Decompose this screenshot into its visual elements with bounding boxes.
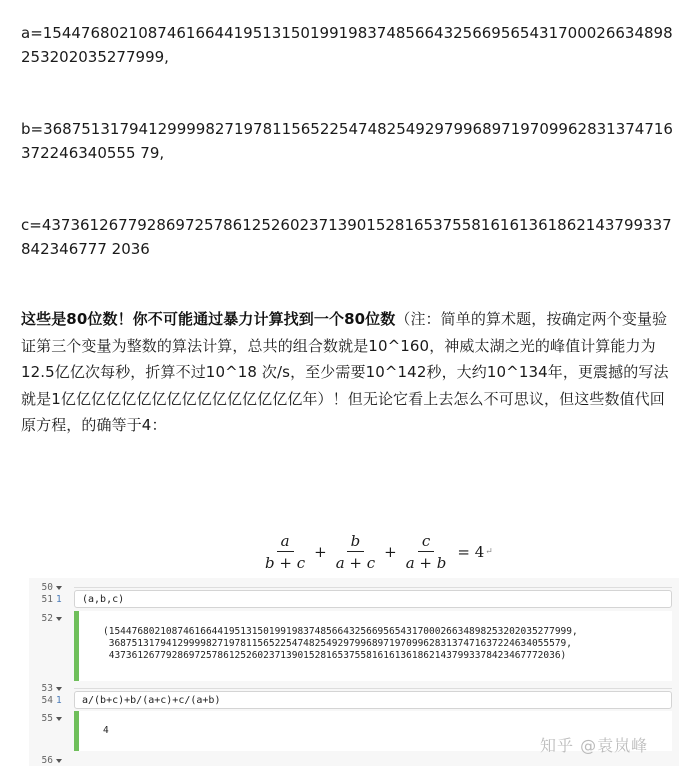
output-bar (74, 611, 79, 681)
return-mark-icon: ↵ (485, 547, 493, 557)
fraction-a-numerator: a (277, 532, 294, 552)
fraction-a (261, 532, 309, 572)
cell-counter: 1 (56, 594, 62, 605)
line-number: 55 (41, 713, 53, 724)
collapse-arrow-icon (56, 717, 62, 721)
collapse-arrow-icon (56, 759, 62, 763)
plus-sign: + (314, 543, 327, 561)
equation-rhs: = 4 (457, 543, 485, 561)
plus-sign: + (384, 543, 397, 561)
line-number: 52 (41, 613, 53, 624)
number-b: b=368751317941299998271978115652254748254929799689719709962831374716372246340555 79, (21, 120, 673, 162)
number-a: a=154476802108746166441951315019919837485664325669565431700026634898253202035277999, (21, 24, 673, 66)
cell-divider (74, 587, 672, 588)
output-value: 4 (103, 725, 109, 736)
fraction-c-denominator: a + b (405, 554, 447, 572)
output-bar (74, 711, 79, 751)
fraction-c-numerator: c (418, 532, 434, 552)
explanation-paragraph (21, 306, 673, 439)
equation (258, 530, 493, 574)
fraction-a-denominator: b + c (265, 554, 306, 572)
output-line: 4373612677928697257861252602371390152816537558161613618621437993378423467772036) (103, 650, 567, 661)
input-cell-2[interactable] (74, 691, 672, 709)
collapse-arrow-icon (56, 617, 62, 621)
fraction-b-denominator: a + c (335, 554, 376, 572)
watermark: 知乎 @袁岚峰 (540, 736, 649, 755)
output-cell-1 (74, 611, 672, 681)
line-number: 56 (41, 755, 53, 766)
output-line: 36875131794129999827197811565225474825492979968971970996283137471637224634055579, (103, 638, 572, 649)
fraction-b (332, 532, 379, 572)
line-number: 51 (41, 594, 53, 605)
fraction-b-numerator: b (347, 532, 365, 552)
input-cell-1[interactable] (74, 590, 672, 608)
bold-statement: 这些是80位数！你不可能通过暴力计算找到一个80位数 (21, 310, 396, 328)
line-number: 53 (41, 683, 53, 694)
output-line: (154476802108746166441951315019919837485664325669565431700026634898253202035277999, (103, 626, 578, 637)
line-number: 50 (41, 582, 53, 593)
cell-divider (74, 688, 672, 689)
cell-counter: 1 (56, 695, 62, 706)
number-c: c=437361267792869725786125260237139015281653755816161361862143799337842346777 2036 (21, 216, 672, 258)
cell-code: a/(b+c)+b/(a+c)+c/(a+b) (82, 695, 221, 706)
explanation-text: （注：简单的算术题，按确定两个变量验证第三个变量为整数的算法计算，总共的组合数就是10^160，神威太湖之光的峰值计算能力为12.5亿亿次每秒，折算不过10^18 次/s，至少需要10^142秒，大约10^134年，更震撼的写法就是1亿亿亿亿亿亿亿亿亿亿亿亿亿亿亿亿年）！但无论它看上去怎么不可思议，但这些数值代回原方程，的确等于4： (21, 310, 669, 434)
fraction-c (402, 532, 451, 572)
collapse-arrow-icon (56, 687, 62, 691)
cell-code: (a,b,c) (82, 594, 125, 605)
line-number: 54 (41, 695, 53, 706)
collapse-arrow-icon (56, 586, 62, 590)
